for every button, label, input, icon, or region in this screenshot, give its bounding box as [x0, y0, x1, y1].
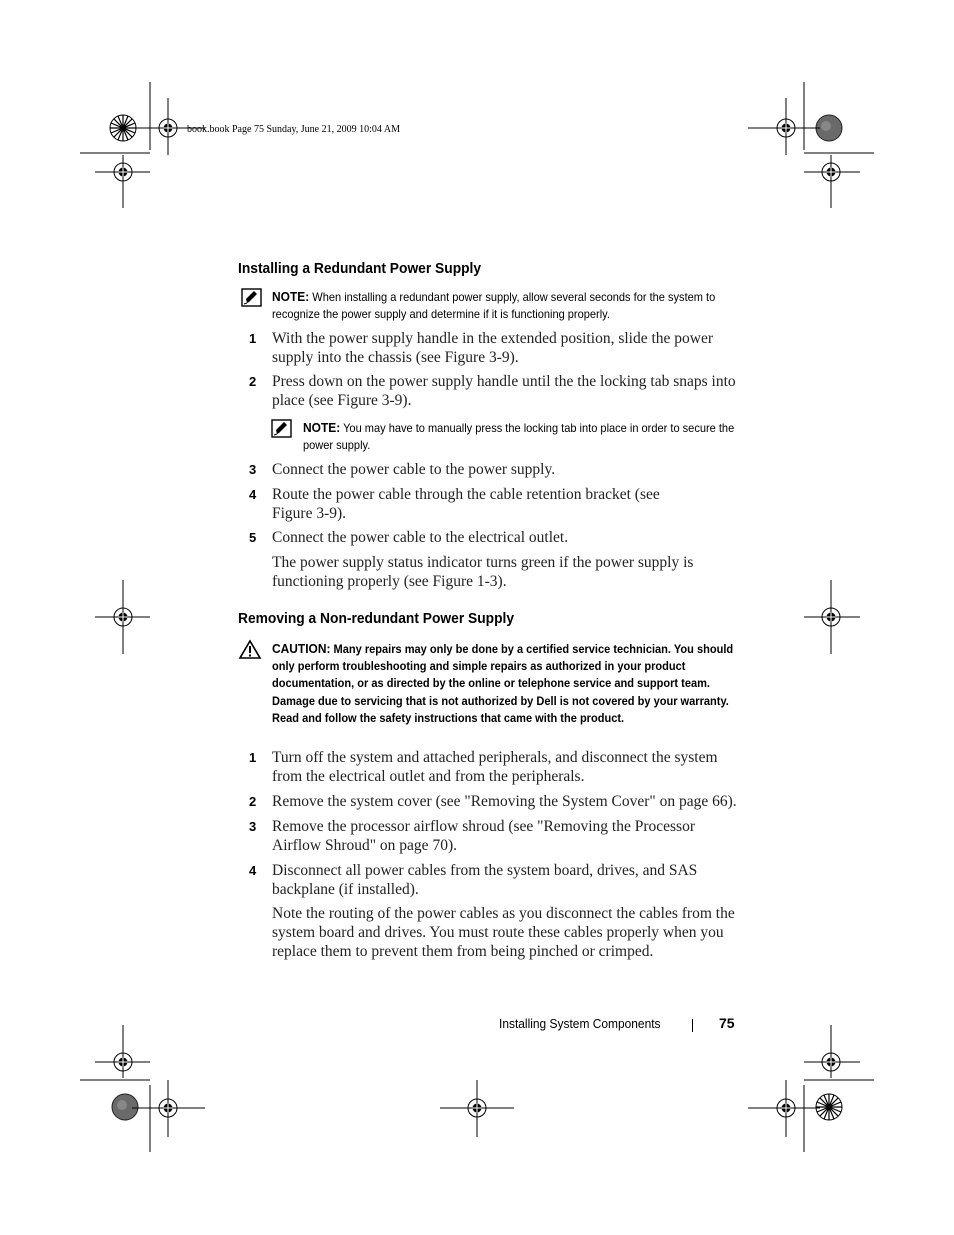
step-text: Connect the power cable to the power supply. — [272, 461, 556, 478]
section-heading-removing-nonredundant: Removing a Non-redundant Power Supply — [238, 610, 515, 627]
caution-label: CAUTION: — [272, 641, 331, 656]
page-number: 75 — [719, 1015, 735, 1031]
caution-block — [272, 640, 737, 727]
routing-paragraph: Note the routing of the power cables as you disconnect the cables from the system board and drives. You must route these cables properly when you replace them to prevent them from being pinched or crimped. — [272, 905, 735, 960]
step-number: 4 — [249, 863, 257, 878]
step-number: 1 — [249, 750, 257, 765]
note-text: When installing a redundant power supply, allow several seconds for the system to recognize the power supply and determine if it is functioning properly. — [272, 290, 716, 321]
caution-text: Many repairs may only be done by a certified service technician. You should only perform troubleshooting and simple repairs as authorized in your product documentation, or as directed by the online or telephone service and support team. Damage due to servicing that is not authorized by Dell is not covered by your warranty. Read and follow the safety instructions that came with the product. — [272, 642, 734, 725]
step-text: Route the power cable through the cable retention bracket (see Figure 3-9). — [272, 486, 660, 522]
note-label: NOTE: — [272, 289, 310, 304]
step-number: 1 — [249, 331, 257, 346]
caution-triangle-icon — [238, 639, 262, 660]
note-text: You may have to manually press the locking tab into place in order to secure the power supply. — [303, 421, 735, 452]
step-number: 3 — [249, 462, 257, 477]
note-pencil-icon — [241, 288, 263, 308]
note-redundant — [272, 288, 737, 323]
step-number: 5 — [249, 530, 257, 545]
note-locking-tab — [303, 419, 737, 454]
note-label: NOTE: — [303, 420, 341, 435]
footer-divider — [692, 1019, 693, 1032]
step-number: 2 — [249, 374, 257, 389]
step-text: Turn off the system and attached peripherals, and disconnect the system from the electrical outlet and from the peripherals. — [272, 749, 718, 785]
step-number: 2 — [249, 794, 257, 809]
step-text: Remove the processor airflow shroud (see "Removing the Processor Airflow Shroud" on page 70). — [272, 818, 696, 854]
note-pencil-icon — [271, 419, 293, 439]
step-text: With the power supply handle in the extended position, slide the power supply into the chassis (see Figure 3-9). — [272, 330, 714, 366]
print-slug: book.book Page 75 Sunday, June 21, 2009 10:04 AM — [187, 124, 400, 135]
step-text: Connect the power cable to the electrical outlet. — [272, 529, 569, 546]
step-text: Disconnect all power cables from the system board, drives, and SAS backplane (if installed). — [272, 862, 698, 898]
step-text: Remove the system cover (see "Removing the System Cover" on page 66). — [272, 793, 737, 810]
footer-chapter-title: Installing System Components — [499, 1016, 661, 1031]
section-heading-installing-redundant: Installing a Redundant Power Supply — [238, 260, 482, 277]
step-number: 3 — [249, 819, 257, 834]
status-paragraph: The power supply status indicator turns green if the power supply is functioning properly (see Figure 1-3). — [272, 554, 694, 590]
step-text: Press down on the power supply handle until the the locking tab snaps into place (see Figure 3-9). — [272, 373, 736, 409]
step-number: 4 — [249, 487, 257, 502]
